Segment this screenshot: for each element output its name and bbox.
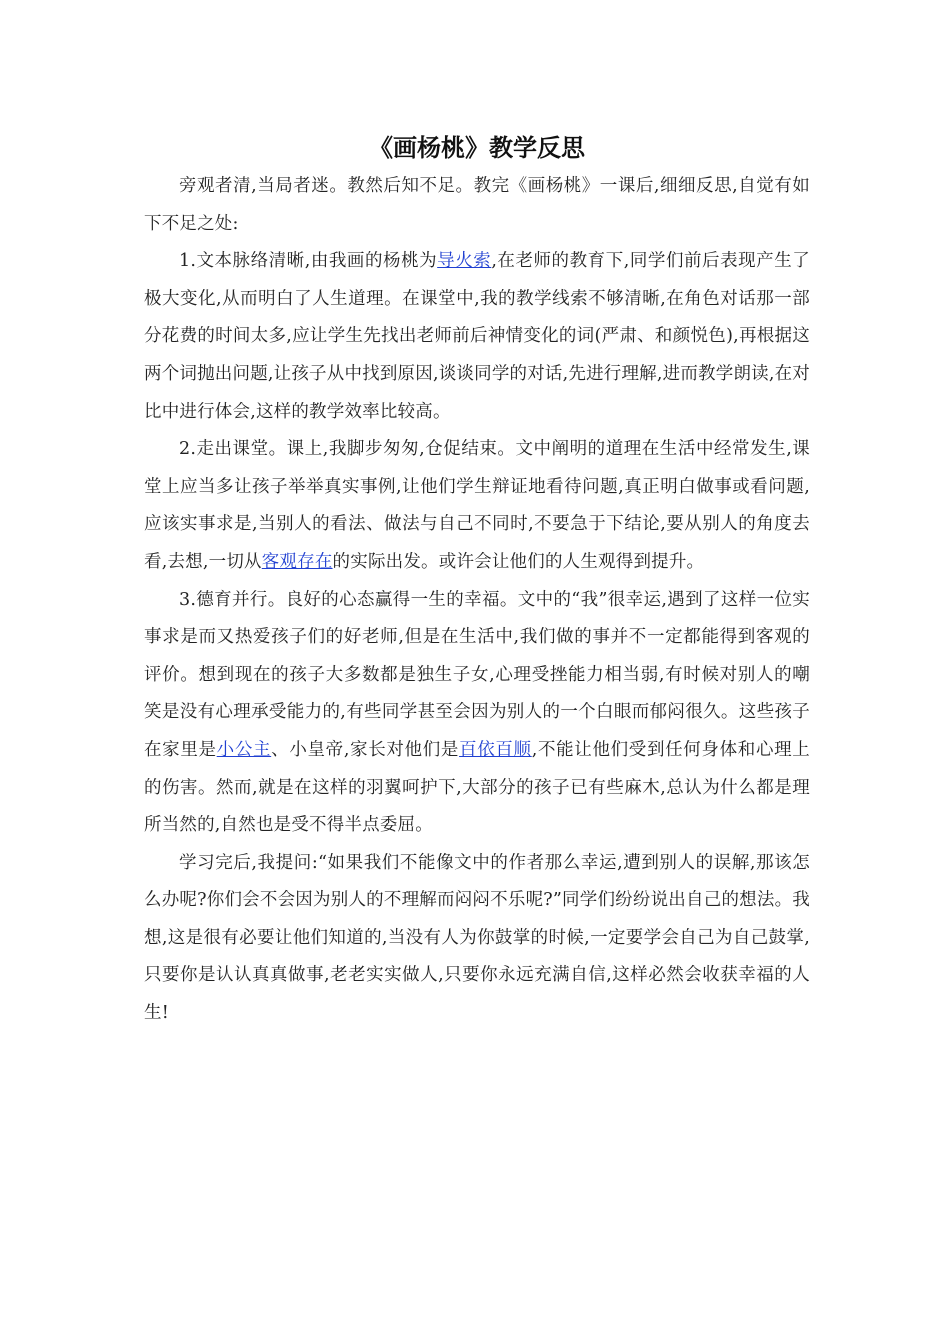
text-segment: 1.文本脉络清晰,由我画的杨桃为 — [179, 251, 438, 272]
text-segment: 、小皇帝,家长对他们是 — [271, 739, 460, 760]
text-segment: 的实际出发。或许会让他们的人生观得到提升。 — [332, 551, 705, 572]
text-segment: 3.德育并行。良好的心态赢得一生的幸福。文中的“我”很幸运,遇到了这样一位实事求是而又热爱孩子们的好老师,但是在生活中,我们做的事并不一定都能得到客观的评价。想到现在的孩子大多数都是独生子女,心理受挫能力相当弱,有时候对别人的嘲笑是没有心理承受能力的,有些同学甚至会因为别人的一个白眼而郁闷很久。这些孩子在家里是 — [144, 589, 810, 760]
text-segment: ,在老师的教育下,同学们前后表现产生了极大变化,从而明白了人生道理。在课堂中,我的教学线索不够清晰,在角色对话那一部分花费的时间太多,应让学生先找出老师前后神情变化的词(严肃、和颜悦色),再根据这两个词抛出问题,让孩子从中找到原因,谈谈同学的对话,先进行理解,进而教学朗读,在对比中进行体会,这样的教学效率比较高。 — [144, 251, 811, 422]
paragraph-point-2 — [144, 431, 810, 581]
link-xiao-gongzhu[interactable]: 小公主 — [216, 739, 272, 760]
document-title: 《画杨桃》教学反思 — [369, 134, 585, 162]
paragraph-point-1 — [144, 243, 810, 431]
link-daohuosuo[interactable]: 导火索 — [437, 251, 492, 272]
link-keguan-cunzai[interactable]: 客观存在 — [261, 551, 333, 572]
text-segment: 学习完后,我提问:“如果我们不能像文中的作者那么幸运,遭到别人的误解,那该怎么办呢?你们会不会因为别人的不理解而闷闷不乐呢?”同学们纷纷说出自己的想法。我想,这是很有必要让他们知道的,当没有人为你鼓掌的时候,一定要学会自己为自己鼓掌,只要你是认认真真做事,老老实实做人,只要你永远充满自信,这样必然会收获幸福的人生! — [144, 852, 810, 1024]
paragraph-point-3 — [144, 582, 810, 845]
link-baiyi-baishun[interactable]: 百依百顺 — [459, 739, 532, 760]
paragraph-conclusion — [144, 845, 810, 1033]
text-segment: ,不能让他们受到任何身体和心理上的伤害。然而,就是在这样的羽翼呵护下,大部分的孩子已有些麻木,总认为什么都是理所当然的,自然也是受不得半点委屈。 — [144, 739, 810, 836]
text-segment: 2.走出课堂。课上,我脚步匆匆,仓促结束。文中阐明的道理在生活中经常发生,课堂上应当多让孩子举举真实事例,让他们学生辩证地看待问题,真正明白做事或看问题,应该实事求是,当别人的看法、做法与自己不同时,不要急于下结论,要从别人的角度去看,去想,一切从 — [144, 439, 810, 572]
text-segment: 旁观者清,当局者迷。教然后知不足。教完《画杨桃》一课后,细细反思,自觉有如下不足之处: — [144, 176, 810, 234]
paragraph-intro — [144, 168, 810, 243]
document-body — [144, 130, 810, 1033]
